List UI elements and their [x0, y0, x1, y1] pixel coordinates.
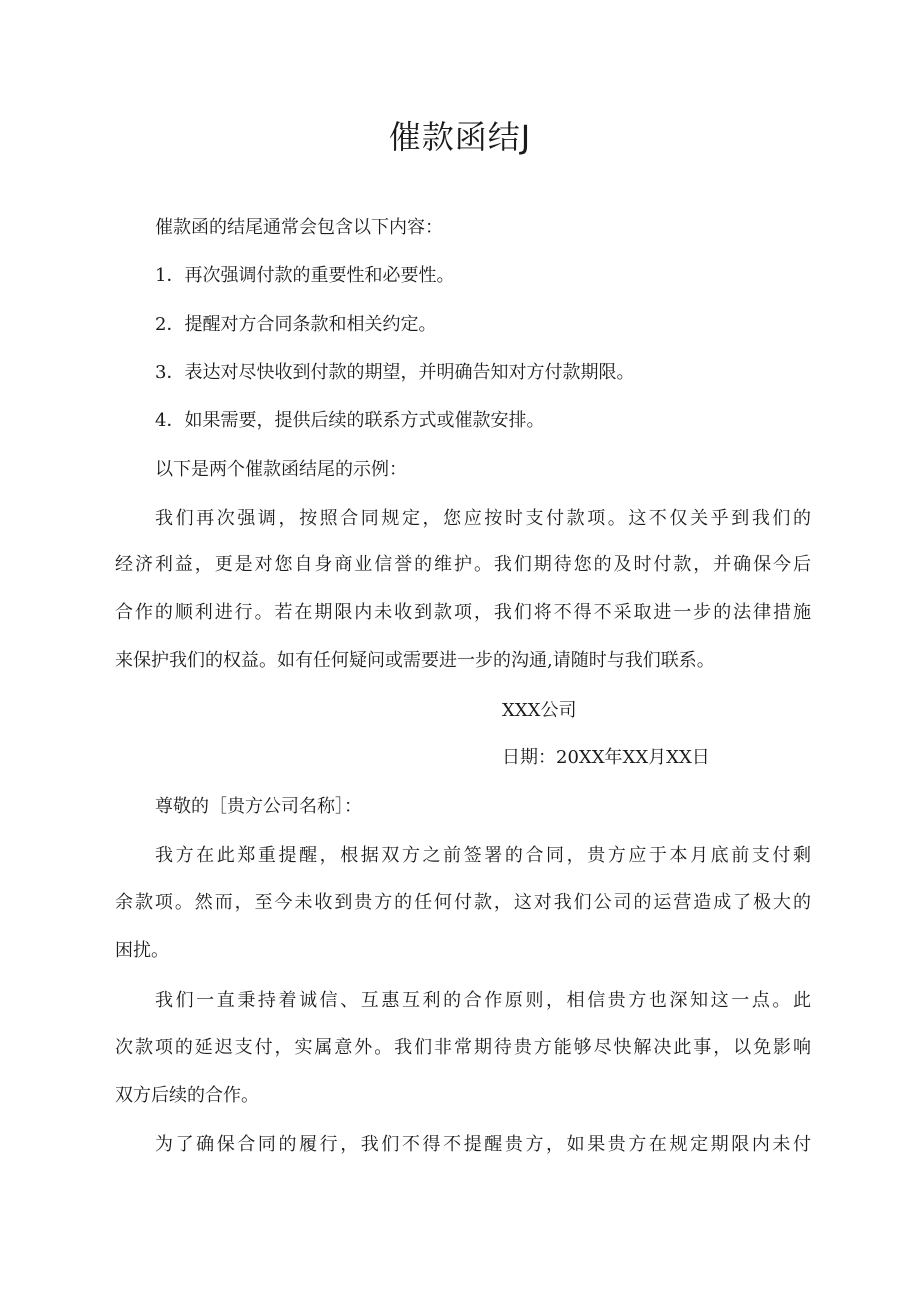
- document-title: 催款函结J: [388, 118, 532, 156]
- list-item: 2．提醒对方合同条款和相关约定。: [155, 314, 437, 335]
- example-paragraph-line: 合作的顺利进行。若在期限内未收到款项，我们将不得不采取进一步的法律措施: [115, 602, 811, 623]
- letter-paragraph-line: 困扰。: [115, 940, 169, 961]
- letter-paragraph-line: 双方后续的合作。: [115, 1085, 259, 1106]
- letter-paragraph-line: 我方在此郑重提醒，根据双方之前签署的合同，贵方应于本月底前支付剩: [155, 845, 811, 866]
- list-item: 4．如果需要，提供后续的联系方式或催款安排。: [155, 410, 545, 431]
- salutation: 尊敬的［贵方公司名称］：: [155, 796, 362, 817]
- signature-date: 日期：20XX年XX月XX日: [502, 747, 710, 768]
- list-item: 1．再次强调付款的重要性和必要性。: [155, 265, 455, 286]
- example-paragraph-line: 经济利益，更是对您自身商业信誉的维护。我们期待您的及时付款，并确保今后: [115, 554, 811, 575]
- example-paragraph-line: 我们再次强调，按照合同规定，您应按时支付款项。这不仅关乎到我们的: [155, 508, 811, 529]
- examples-intro: 以下是两个催款函结尾的示例：: [155, 459, 407, 480]
- letter-paragraph-line: 次款项的延迟支付，实属意外。我们非常期待贵方能够尽快解决此事，以免影响: [115, 1037, 811, 1058]
- signature-company: XXX公司: [502, 700, 577, 721]
- letter-paragraph-line: 我们一直秉持着诚信、互惠互利的合作原则，相信贵方也深知这一点。此: [155, 990, 811, 1011]
- intro-text: 催款函的结尾通常会包含以下内容：: [155, 217, 443, 238]
- letter-paragraph-line: 为了确保合同的履行，我们不得不提醒贵方，如果贵方在规定期限内未付: [155, 1134, 811, 1155]
- list-item: 3．表达对尽快收到付款的期望，并明确告知对方付款期限。: [155, 362, 635, 383]
- letter-paragraph-line: 余款项。然而，至今未收到贵方的任何付款，这对我们公司的运营造成了极大的: [115, 892, 811, 913]
- example-paragraph-line: 来保护我们的权益。如有任何疑问或需要进一步的沟通,请随时与我们联系。: [115, 650, 715, 671]
